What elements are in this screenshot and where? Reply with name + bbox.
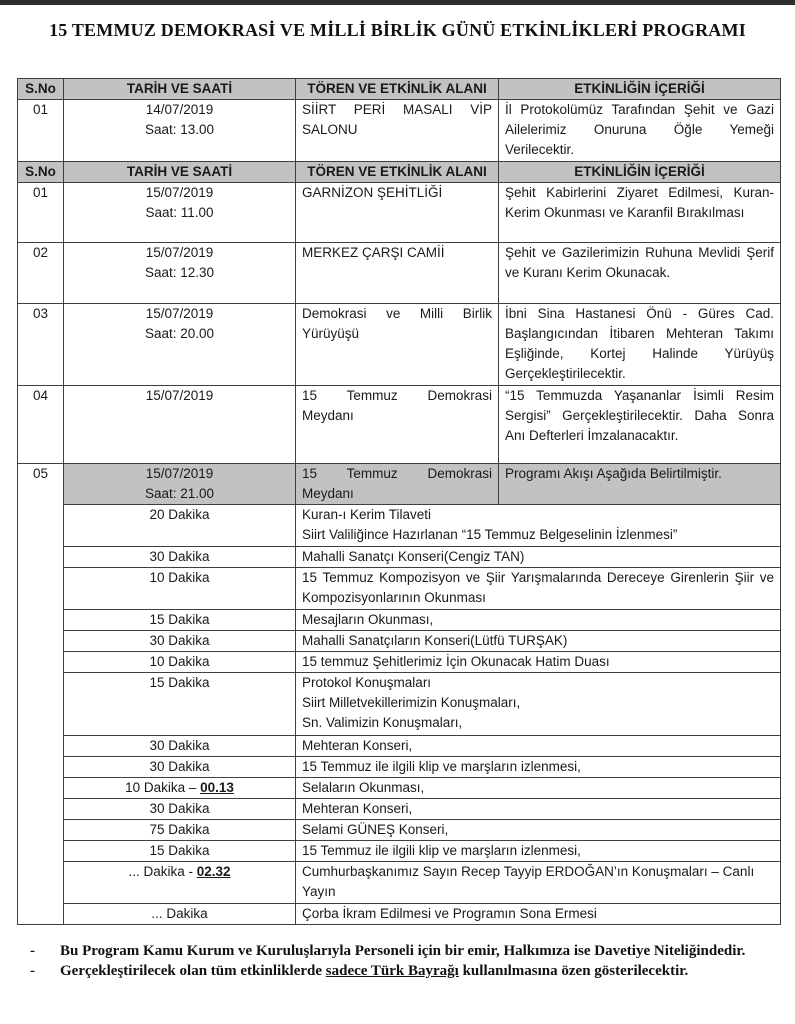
col-header-venue: TÖREN VE ETKİNLİK ALANI [296,162,499,183]
program-line: Mehteran Konseri, [302,801,413,816]
sno-cell: 01 [18,100,64,162]
sno-cell: 04 [18,386,64,464]
date-line: 15/07/2019 [145,306,214,321]
program-table [17,78,781,925]
date-cell [64,183,296,243]
col-header-content: ETKİNLİĞİN İÇERİĞİ [499,162,781,183]
program-cell [296,673,781,736]
sno-cell: 03 [18,304,64,386]
program-cell [296,904,781,925]
program-cell [296,505,781,547]
program-line: 15 Temmuz ile ilgili klip ve marşların izlenmesi, [302,759,581,774]
note-text: Gerçekleştirilecek olan tüm etkinliklerde sadece Türk Bayrağı kullanılmasına özen gösterilecektir. [60,962,689,979]
program-cell [296,631,781,652]
col-header-venue: TÖREN VE ETKİNLİK ALANI [296,79,499,100]
venue-cell: Demokrasi ve Milli Birlik Yürüyüşü [296,304,499,386]
program-cell [296,568,781,610]
content-cell: Şehit ve Gazilerimizin Ruhuna Mevlidi Şerif ve Kuranı Kerim Okunacak. [499,243,781,304]
duration-cell: 20 Dakika [64,505,296,547]
schedule-row-3 [18,568,781,610]
date-line: 15/07/2019 [145,466,214,481]
table-row-05-opening [18,464,781,505]
schedule-row-7 [18,673,781,736]
schedule-row-11 [18,799,781,820]
table-row-day1-01 [18,100,781,162]
date-line: 15/07/2019 [145,245,214,260]
program-cell [296,547,781,568]
program-line: Siirt Valiliğince Hazırlanan “15 Temmuz Belgeselinin İzlenmesi” [302,527,678,542]
date-cell [64,100,296,162]
program-line: Çorba İkram Edilmesi ve Programın Sona Ermesi [302,906,597,921]
venue-cell: SİİRT PERİ MASALI VİP SALONU [296,100,499,162]
date-line: 15/07/2019 [145,185,214,200]
program-line: Mesajların Okunması, [302,612,434,627]
table-row-day2-01 [18,183,781,243]
note-item-1 [30,942,767,962]
duration-cell: 10 Dakika – 00.13 [64,778,296,799]
table-row-day2-04 [18,386,781,464]
duration-cell: 10 Dakika [64,652,296,673]
sno-cell-05: 05 [18,464,64,925]
duration-cell: 15 Dakika [64,673,296,736]
program-line: Mahalli Sanatçıların Konseri(Lütfü TURŞAK) [302,633,568,648]
time-line: Saat: 12.30 [144,265,215,280]
duration-cell: 30 Dakika [64,547,296,568]
time-line: Saat: 11.00 [145,205,214,220]
duration-cell: ... Dakika [64,904,296,925]
underlined-phrase: sadece Türk Bayrağı [325,962,459,979]
time-line: Saat: 21.00 [144,486,215,501]
table-header-row-1 [18,79,781,100]
program-line: Cumhurbaşkanımız Sayın Recep Tayyip ERDOĞAN’ın Konuşmaları – Canlı Yayın [302,864,755,899]
note-text: Bu Program Kamu Kurum ve Kuruluşlarıyla Personeli için bir emir, Halkımıza ise Davetiye Niteliğindedir. [60,943,746,959]
program-cell [296,652,781,673]
date-line: 14/07/2019 [145,102,214,117]
date-cell [64,304,296,386]
program-cell [296,820,781,841]
dash-bullet: - [30,962,35,979]
col-header-date: TARİH VE SAATİ [64,79,296,100]
program-cell [296,799,781,820]
date-cell [64,386,296,464]
schedule-row-2 [18,547,781,568]
time-line: Saat: 13.00 [144,122,215,137]
duration-cell: 15 Dakika [64,841,296,862]
duration-cell: 30 Dakika [64,757,296,778]
content-cell: İbni Sina Hastanesi Önü - Güres Cad. Başlangıcından İtibaren Mehteran Takımı Eşliğinde, Kortej Halinde Yürüyüş Gerçekleştirilecektir. [499,304,781,386]
program-cell [296,778,781,799]
table-row-day2-02 [18,243,781,304]
content-cell: Programı Akışı Aşağıda Belirtilmiştir. [499,464,781,505]
program-cell [296,610,781,631]
schedule-row-6 [18,652,781,673]
schedule-row-14 [18,862,781,904]
program-line: 15 Temmuz ile ilgili klip ve marşların izlenmesi, [302,843,581,858]
schedule-row-8 [18,736,781,757]
program-line: 15 Temmuz Kompozisyon ve Şiir Yarışmalarında Dereceye Girenlerin Şiir ve Kompozisyonlarının Okunması [302,570,774,605]
schedule-row-13 [18,841,781,862]
schedule-row-15 [18,904,781,925]
content-cell: “15 Temmuzda Yaşananlar İsimli Resim Sergisi” Gerçekleştirilecektir. Daha Sonra Anı Defterleri İmzalanacaktır. [499,386,781,464]
venue-cell: 15 Temmuz Demokrasi Meydanı [296,386,499,464]
note-item-2 [30,962,767,982]
sno-cell: 01 [18,183,64,243]
venue-cell: 15 Temmuz Demokrasi Meydanı [296,464,499,505]
date-line: 15/07/2019 [145,388,214,403]
program-line: Mahalli Sanatçı Konseri(Cengiz TAN) [302,549,525,564]
content-cell: İl Protokolümüz Tarafından Şehit ve Gazi Ailelerimiz Onuruna Öğle Yemeği Verilecektir. [499,100,781,162]
program-line: Sn. Valimizin Konuşmaları, [302,715,463,730]
scan-artifact-top [0,0,795,5]
table-header-row-2 [18,162,781,183]
content-cell: Şehit Kabirlerini Ziyaret Edilmesi, Kuran-Kerim Okunması ve Karanfil Bırakılması [499,183,781,243]
program-line: Selami GÜNEŞ Konseri, [302,822,449,837]
venue-cell: MERKEZ ÇARŞI CAMİİ [296,243,499,304]
program-line: Mehteran Konseri, [302,738,413,753]
dash-bullet: - [30,943,35,959]
duration-cell: 30 Dakika [64,736,296,757]
program-line: Siirt Milletvekillerimizin Konuşmaları, [302,695,521,710]
date-cell [64,243,296,304]
schedule-row-1 [18,505,781,547]
col-header-content: ETKİNLİĞİN İÇERİĞİ [499,79,781,100]
footer-notes [30,942,767,982]
col-header-date: TARİH VE SAATİ [64,162,296,183]
program-cell [296,862,781,904]
duration-cell: 30 Dakika [64,799,296,820]
duration-cell: 75 Dakika [64,820,296,841]
duration-cell: 30 Dakika [64,631,296,652]
program-line: Selaların Okunması, [302,780,425,795]
schedule-row-10 [18,778,781,799]
page-title: 15 TEMMUZ DEMOKRASİ VE MİLLİ BİRLİK GÜNÜ ETKİNLİKLERİ PROGRAMI [49,20,746,40]
sno-cell: 02 [18,243,64,304]
schedule-row-12 [18,820,781,841]
duration-cell: 10 Dakika [64,568,296,610]
program-cell [296,757,781,778]
col-header-sno: S.No [18,79,64,100]
venue-cell: GARNİZON ŞEHİTLİĞİ [296,183,499,243]
schedule-row-4 [18,610,781,631]
date-cell [64,464,296,505]
program-line: 15 temmuz Şehitlerimiz İçin Okunacak Hatim Duası [302,654,610,669]
schedule-row-9 [18,757,781,778]
program-line: Protokol Konuşmaları [302,675,432,690]
schedule-row-5 [18,631,781,652]
col-header-sno: S.No [18,162,64,183]
duration-cell: ... Dakika - 02.32 [64,862,296,904]
program-cell [296,841,781,862]
time-line: Saat: 20.00 [144,326,215,341]
table-row-day2-03 [18,304,781,386]
program-line: Kuran-ı Kerim Tilaveti [302,507,432,522]
program-cell [296,736,781,757]
duration-cell: 15 Dakika [64,610,296,631]
